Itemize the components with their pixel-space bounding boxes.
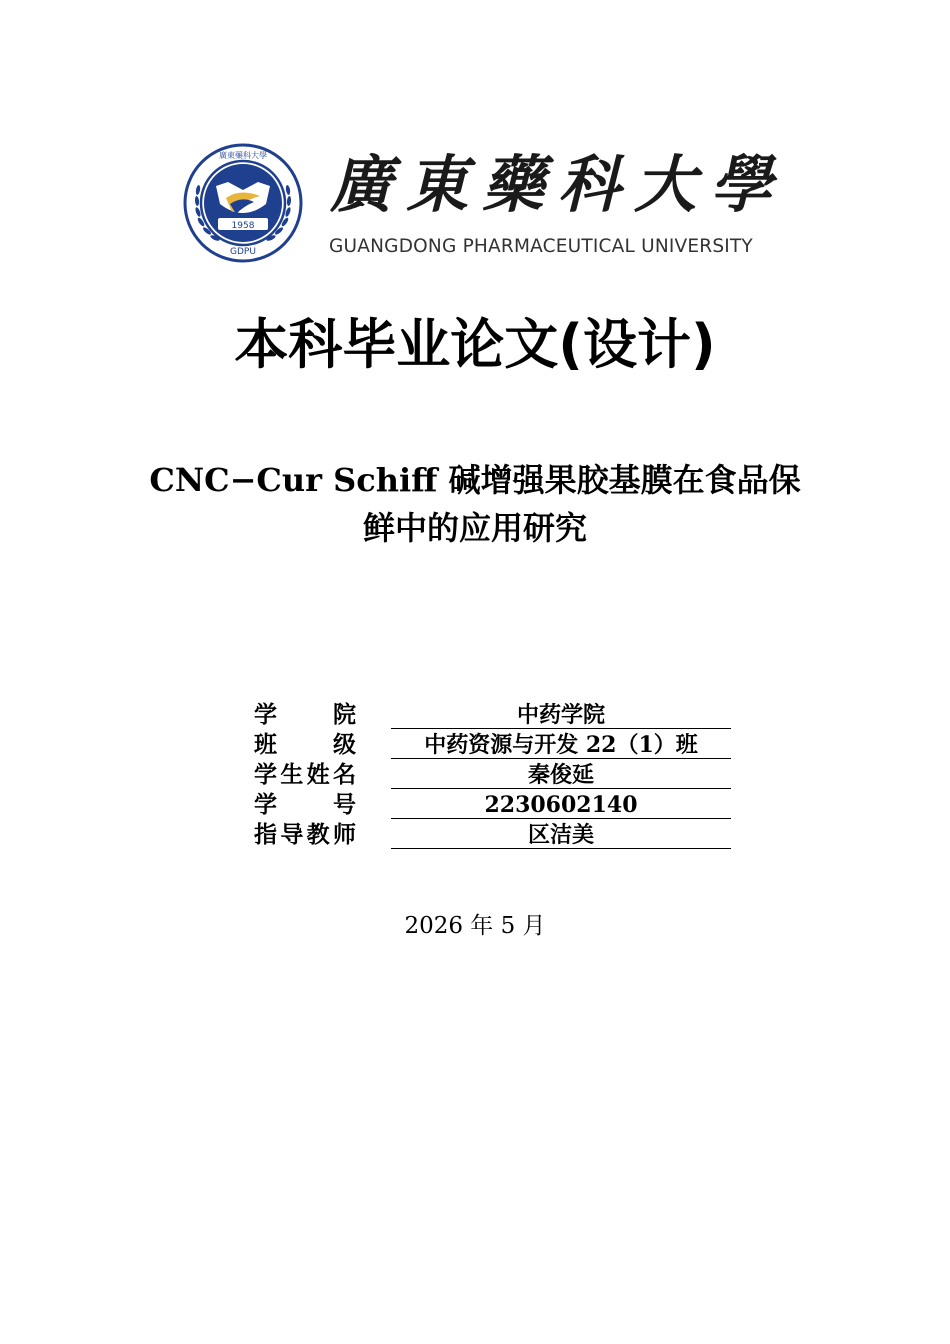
student-info-table (254, 700, 734, 850)
info-value: 2230602140 (391, 790, 731, 819)
university-logo (182, 140, 787, 265)
thesis-topic (120, 456, 830, 552)
seal-ring-text: 廣東藥科大學 (219, 151, 267, 160)
info-label: 学 号 (254, 792, 356, 818)
info-value: 中药资源与开发 22（1）班 (391, 730, 731, 759)
info-value: 区洁美 (391, 820, 731, 849)
thesis-topic-line-1: CNC−Cur Schiff 碱增强果胶基膜在食品保 (149, 461, 801, 499)
info-row-student-name (254, 760, 734, 790)
info-label: 班 级 (254, 732, 356, 758)
info-row-class (254, 730, 734, 760)
submission-date: 2026 年 5 月 (404, 913, 546, 939)
info-row-advisor (254, 820, 734, 850)
university-name-english: GUANGDONG PHARMACEUTICAL UNIVERSITY (329, 236, 753, 257)
thesis-topic-line-2: 鲜中的应用研究 (362, 509, 587, 547)
info-row-college (254, 700, 734, 730)
info-label: 学 院 (254, 702, 356, 728)
document-title: 本科毕业论文(设计) (234, 313, 716, 376)
info-label: 学生姓名 (254, 762, 356, 788)
info-row-student-id (254, 790, 734, 820)
info-value: 中药学院 (391, 700, 731, 729)
university-name-calligraphy: 廣東藥科大學 (330, 148, 787, 221)
seal-abbr: GDPU (230, 247, 256, 257)
info-value: 秦俊延 (391, 760, 731, 789)
university-seal-icon (182, 142, 304, 264)
info-label: 指导教师 (254, 822, 356, 848)
seal-year: 1958 (231, 221, 255, 231)
